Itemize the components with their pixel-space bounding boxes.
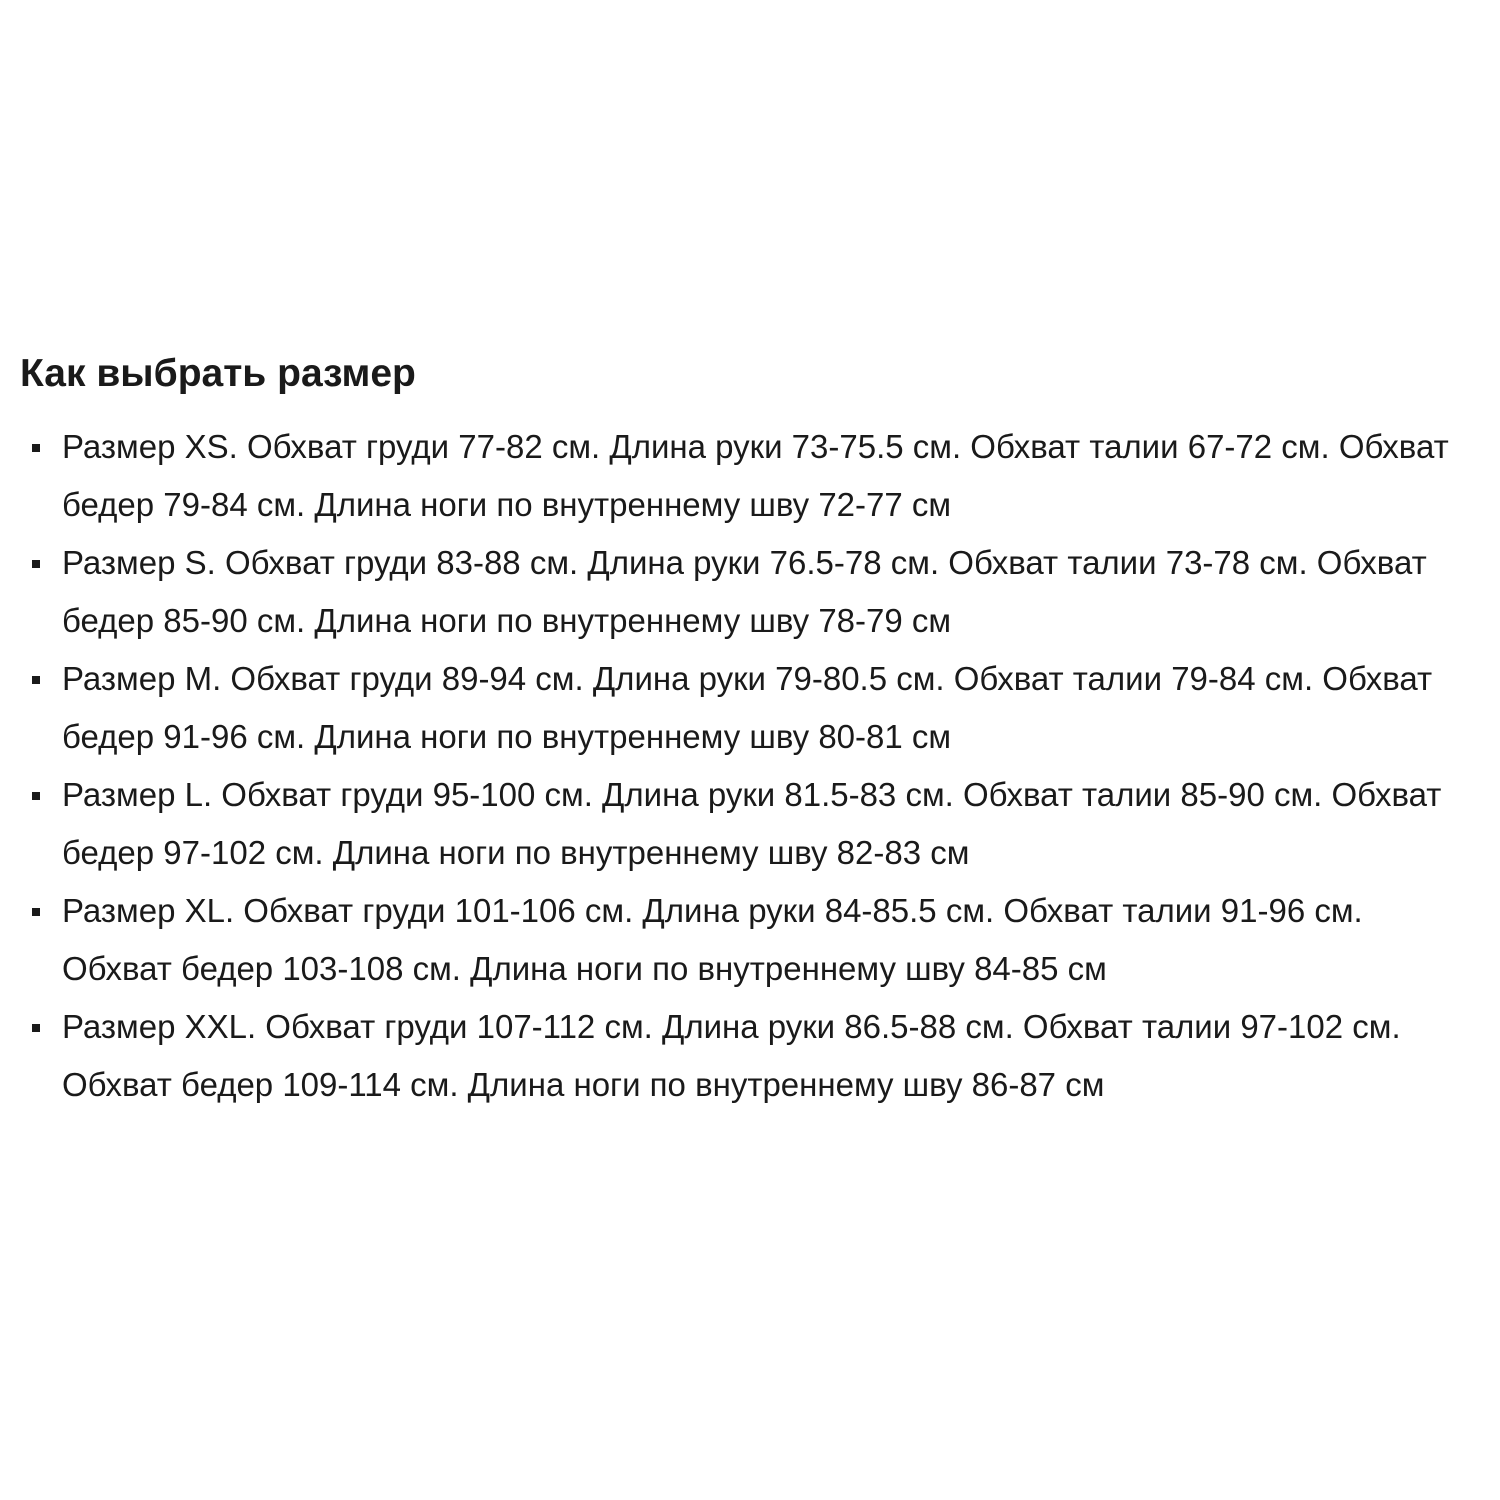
list-item-text: Размер XL. Обхват груди 101-106 см. Длина руки 84-85.5 см. Обхват талии 91-96 см. Обхват бедер 103-108 см. Длина ноги по внутреннему шву 84-85 см bbox=[62, 892, 1363, 987]
size-list bbox=[20, 418, 1480, 1114]
list-item-text: Размер L. Обхват груди 95-100 см. Длина руки 81.5-83 см. Обхват талии 85-90 см. Обхват бедер 97-102 см. Длина ноги по внутреннему шву 82-83 см bbox=[62, 776, 1442, 871]
bullet-icon bbox=[32, 908, 40, 916]
list-item-s bbox=[20, 534, 1480, 650]
bullet-icon bbox=[32, 676, 40, 684]
bullet-icon bbox=[32, 560, 40, 568]
size-guide bbox=[20, 346, 1480, 1114]
list-item-xxl bbox=[20, 998, 1480, 1114]
list-item-text: Размер XXL. Обхват груди 107-112 см. Длина руки 86.5-88 см. Обхват талии 97-102 см. Обхват бедер 109-114 см. Длина ноги по внутреннему шву 86-87 см bbox=[62, 1008, 1401, 1103]
page-title: Как выбрать размер bbox=[20, 352, 416, 395]
list-item-text: Размер XS. Обхват груди 77-82 см. Длина руки 73-75.5 см. Обхват талии 67-72 см. Обхват бедер 79-84 см. Длина ноги по внутреннему шву 72-77 см bbox=[62, 428, 1449, 523]
bullet-icon bbox=[32, 792, 40, 800]
bullet-icon bbox=[32, 1024, 40, 1032]
list-item-m bbox=[20, 650, 1480, 766]
bullet-icon bbox=[32, 444, 40, 452]
list-item-xl bbox=[20, 882, 1480, 998]
list-item-l bbox=[20, 766, 1480, 882]
list-item-xs bbox=[20, 418, 1480, 534]
list-item-text: Размер M. Обхват груди 89-94 см. Длина руки 79-80.5 см. Обхват талии 79-84 см. Обхват бедер 91-96 см. Длина ноги по внутреннему шву 80-81 см bbox=[62, 660, 1433, 755]
list-item-text: Размер S. Обхват груди 83-88 см. Длина руки 76.5-78 см. Обхват талии 73-78 см. Обхват бедер 85-90 см. Длина ноги по внутреннему шву 78-79 см bbox=[62, 544, 1427, 639]
